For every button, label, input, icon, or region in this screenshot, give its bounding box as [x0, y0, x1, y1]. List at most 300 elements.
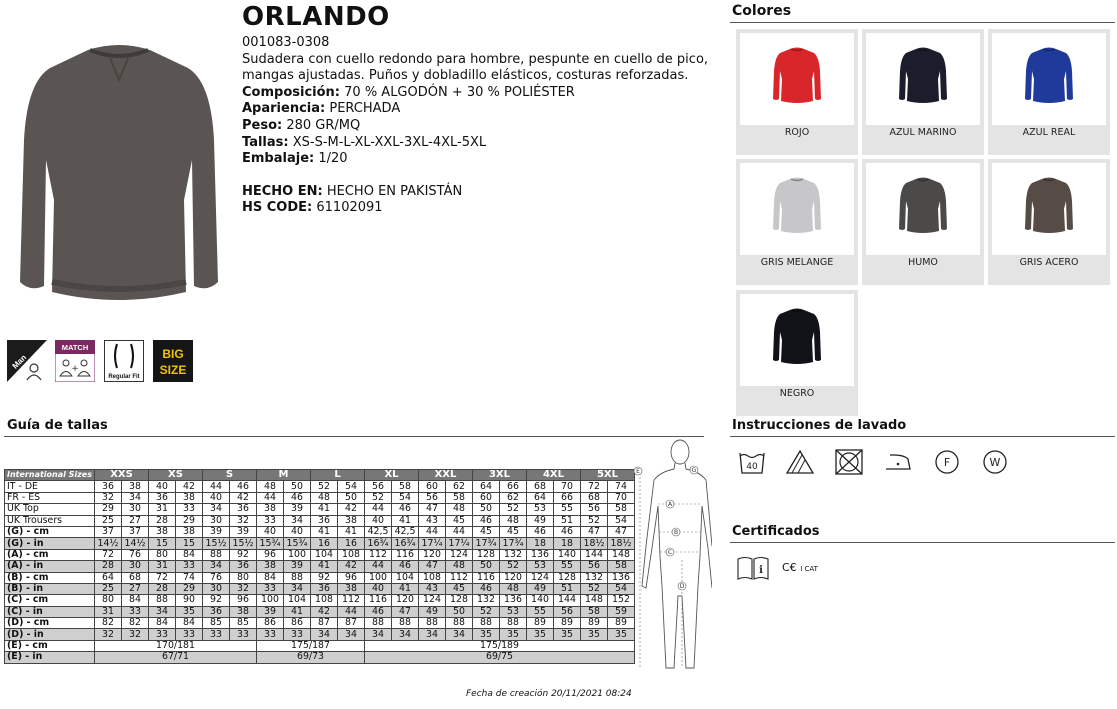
- size-cell: 32: [122, 629, 149, 640]
- size-cell: 100: [365, 572, 392, 583]
- size-cell: 44: [338, 606, 365, 617]
- size-cell: 36: [203, 606, 230, 617]
- row-label: (D) - in: [5, 629, 95, 640]
- size-cell: 56: [365, 481, 392, 492]
- size-cell: 66: [500, 481, 527, 492]
- size-cell: 92: [230, 549, 257, 560]
- size-row: [5, 549, 635, 560]
- size-cell: 33: [149, 629, 176, 640]
- size-cell: 124: [419, 595, 446, 606]
- size-cell: 48: [446, 504, 473, 515]
- size-cell: 42: [311, 606, 338, 617]
- size-cell: 30: [203, 583, 230, 594]
- size-cell: 72: [95, 549, 122, 560]
- svg-text:40: 40: [746, 462, 758, 472]
- size-cell: 38: [122, 481, 149, 492]
- size-cell: 16¾: [365, 538, 392, 549]
- size-cell: 88: [365, 618, 392, 629]
- row-label: UK Trousers: [5, 515, 95, 526]
- size-cell: 45: [446, 583, 473, 594]
- size-cell: 38: [257, 561, 284, 572]
- size-cell: 80: [95, 595, 122, 606]
- size-cell: 17¼: [446, 538, 473, 549]
- swatch-image: [866, 33, 980, 125]
- size-cell: 88: [149, 595, 176, 606]
- size-cell: 16¾: [392, 538, 419, 549]
- color-swatch[interactable]: [736, 159, 858, 285]
- size-cell: 70: [554, 481, 581, 492]
- size-cell: 52: [581, 583, 608, 594]
- certificados-title: Certificados: [732, 524, 820, 539]
- hecho-row: HECHO EN: HECHO EN PAKISTÁN: [242, 183, 463, 199]
- size-cell: 96: [230, 595, 257, 606]
- size-cell: 38: [149, 526, 176, 537]
- size-cell: 14½: [95, 538, 122, 549]
- size-header-cell: L: [311, 470, 365, 481]
- color-swatch[interactable]: [988, 29, 1110, 155]
- size-cell: 33: [284, 629, 311, 640]
- size-cell: 88: [500, 618, 527, 629]
- size-cell: 124: [527, 572, 554, 583]
- color-swatch[interactable]: [988, 159, 1110, 285]
- size-cell: 47: [581, 526, 608, 537]
- size-cell: 140: [554, 549, 581, 560]
- size-cell: 132: [473, 595, 500, 606]
- size-cell: 35: [473, 629, 500, 640]
- size-cell: 34: [284, 515, 311, 526]
- size-cell: 62: [446, 481, 473, 492]
- svg-text:Man: Man: [10, 352, 29, 371]
- regular-fit-badge: [104, 340, 144, 382]
- size-cell: 52: [473, 606, 500, 617]
- swatch-label: ROJO: [784, 127, 810, 138]
- svg-text:MATCH: MATCH: [61, 343, 89, 352]
- size-row: [5, 515, 635, 526]
- no-tumble-dry-icon: [835, 449, 863, 475]
- size-cell: 44: [203, 481, 230, 492]
- size-cell: 41: [338, 526, 365, 537]
- size-cell: 120: [392, 595, 419, 606]
- size-cell: 39: [284, 504, 311, 515]
- size-cell: 34: [446, 629, 473, 640]
- size-cell: 29: [176, 515, 203, 526]
- size-cell: 38: [257, 504, 284, 515]
- size-cell: 37: [122, 526, 149, 537]
- size-cell: 17¼: [419, 538, 446, 549]
- size-cell: 41: [392, 515, 419, 526]
- size-cell: 64: [527, 492, 554, 503]
- size-cell: 34: [392, 629, 419, 640]
- size-cell: 84: [176, 549, 203, 560]
- size-header-cell: XS: [149, 470, 203, 481]
- size-cell: 80: [230, 572, 257, 583]
- size-cell: 46: [230, 481, 257, 492]
- svg-text:F: F: [943, 456, 951, 469]
- size-cell: 40: [203, 492, 230, 503]
- size-cell: 40: [365, 583, 392, 594]
- color-swatch[interactable]: [862, 29, 984, 155]
- size-cell: 32: [230, 583, 257, 594]
- svg-text:D: D: [679, 583, 685, 590]
- size-cell: 42: [176, 481, 203, 492]
- size-cell: 15: [176, 538, 203, 549]
- size-cell: 72: [149, 572, 176, 583]
- size-cell: 18½: [608, 538, 635, 549]
- size-cell: 50: [338, 492, 365, 503]
- size-cell: 30: [122, 561, 149, 572]
- size-cell: 42: [338, 561, 365, 572]
- size-cell: 88: [284, 572, 311, 583]
- size-row: [5, 606, 635, 617]
- size-cell: 76: [122, 549, 149, 560]
- size-cell: 144: [554, 595, 581, 606]
- size-cell: 82: [95, 618, 122, 629]
- size-cell: 17¾: [473, 538, 500, 549]
- size-cell: 104: [311, 549, 338, 560]
- size-cell: 34: [338, 629, 365, 640]
- size-cell: 15: [149, 538, 176, 549]
- size-header-cell: XXL: [419, 470, 473, 481]
- sweatshirt-icon: [1024, 173, 1074, 235]
- size-cell: 29: [176, 583, 203, 594]
- size-cell: 120: [500, 572, 527, 583]
- size-cell: 68: [527, 481, 554, 492]
- wash-40-icon: [738, 449, 766, 475]
- size-cell-merged: 67/71: [95, 652, 257, 663]
- row-label: (E) - in: [5, 652, 95, 663]
- size-cell: 89: [527, 618, 554, 629]
- row-label: (G) - in: [5, 538, 95, 549]
- size-cell: 34: [122, 492, 149, 503]
- creation-date: Fecha de creación 20/11/2021 08:24: [466, 689, 632, 699]
- size-cell: 87: [338, 618, 365, 629]
- size-cell: 15½: [230, 538, 257, 549]
- swatch-label: GRIS MELANGE: [760, 257, 834, 268]
- size-cell: 53: [527, 561, 554, 572]
- size-cell: 15½: [203, 538, 230, 549]
- size-cell: 41: [284, 606, 311, 617]
- size-row-e: [5, 640, 635, 651]
- size-cell: 144: [581, 549, 608, 560]
- size-cell: 84: [149, 618, 176, 629]
- sweatshirt-icon: [772, 173, 822, 235]
- size-cell: 70: [608, 492, 635, 503]
- size-cell: 31: [149, 504, 176, 515]
- row-label: UK Top: [5, 504, 95, 515]
- size-cell: 14½: [122, 538, 149, 549]
- embalaje-row: Embalaje: 1/20: [242, 151, 348, 167]
- svg-text:Regular Fit: Regular Fit: [108, 374, 140, 380]
- size-cell: 120: [419, 549, 446, 560]
- size-cell: 38: [176, 526, 203, 537]
- peso-row: Peso: 280 GR/MQ: [242, 117, 361, 133]
- size-cell: 39: [257, 606, 284, 617]
- size-row: [5, 526, 635, 537]
- size-cell: 44: [419, 526, 446, 537]
- size-cell: 54: [392, 492, 419, 503]
- svg-text:BIG: BIG: [162, 347, 184, 361]
- size-cell: 33: [257, 515, 284, 526]
- size-cell: 34: [203, 561, 230, 572]
- size-row-e: [5, 652, 635, 663]
- size-cell: 50: [446, 606, 473, 617]
- size-cell: 46: [392, 561, 419, 572]
- size-cell: 33: [122, 606, 149, 617]
- header-label: International Sizes: [5, 470, 95, 481]
- ce-mark: [782, 561, 818, 574]
- row-label: (E) - cm: [5, 640, 95, 651]
- size-cell: 28: [95, 561, 122, 572]
- size-cell: 88: [203, 549, 230, 560]
- size-cell: 36: [95, 481, 122, 492]
- size-cell: 48: [500, 583, 527, 594]
- product-description: Sudadera con cuello redondo para hombre, pespunte en cuello de pico, mangas ajustadas. Puños y dobladillo elásticos, costuras reforzadas.: [242, 51, 709, 84]
- size-cell: 56: [581, 561, 608, 572]
- size-cell: 36: [230, 504, 257, 515]
- man-badge: [7, 340, 47, 382]
- size-cell: 60: [419, 481, 446, 492]
- size-cell: 45: [500, 526, 527, 537]
- size-cell: 33: [176, 629, 203, 640]
- size-cell: 128: [554, 572, 581, 583]
- color-swatch[interactable]: [862, 159, 984, 285]
- size-cell: 108: [419, 572, 446, 583]
- size-cell: 45: [446, 515, 473, 526]
- size-cell: 38: [338, 515, 365, 526]
- size-cell: 35: [176, 606, 203, 617]
- size-cell: 54: [608, 515, 635, 526]
- size-cell: 50: [473, 504, 500, 515]
- size-cell: 47: [419, 561, 446, 572]
- size-cell: 34: [419, 629, 446, 640]
- size-cell: 30: [203, 515, 230, 526]
- size-cell: 86: [257, 618, 284, 629]
- size-cell: 132: [581, 572, 608, 583]
- size-cell: 32: [95, 492, 122, 503]
- size-cell: 44: [365, 504, 392, 515]
- sweatshirt-icon: [1024, 43, 1074, 105]
- size-cell: 72: [581, 481, 608, 492]
- size-cell: 87: [311, 618, 338, 629]
- size-header-cell: XXS: [95, 470, 149, 481]
- size-cell: 54: [338, 481, 365, 492]
- size-cell: 74: [176, 572, 203, 583]
- size-cell: 53: [500, 606, 527, 617]
- size-cell: 46: [473, 515, 500, 526]
- row-label: (B) - in: [5, 583, 95, 594]
- size-row: [5, 504, 635, 515]
- size-header-row: [5, 470, 635, 481]
- size-row: [5, 561, 635, 572]
- size-cell: 55: [527, 606, 554, 617]
- size-cell: 18½: [581, 538, 608, 549]
- size-cell: 32: [95, 629, 122, 640]
- size-cell: 27: [122, 583, 149, 594]
- row-label: (C) - cm: [5, 595, 95, 606]
- svg-text:+: +: [71, 364, 79, 374]
- size-cell: 58: [581, 606, 608, 617]
- size-header-cell: S: [203, 470, 257, 481]
- wet-clean-w-icon: [981, 449, 1009, 475]
- size-cell: 34: [149, 606, 176, 617]
- cat-label: I CAT: [800, 565, 818, 573]
- no-bleach-icon: [786, 449, 814, 475]
- size-cell: 76: [203, 572, 230, 583]
- row-label: FR - ES: [5, 492, 95, 503]
- size-cell: 52: [365, 492, 392, 503]
- hs-row: HS CODE: 61102091: [242, 200, 383, 216]
- size-row: [5, 481, 635, 492]
- size-cell: 31: [149, 561, 176, 572]
- size-cell: 15¾: [284, 538, 311, 549]
- size-cell: 40: [257, 526, 284, 537]
- size-cell: 33: [203, 629, 230, 640]
- size-cell: 34: [203, 504, 230, 515]
- size-cell: 44: [446, 526, 473, 537]
- size-cell: 89: [581, 618, 608, 629]
- size-cell: 136: [608, 572, 635, 583]
- size-cell: 37: [95, 526, 122, 537]
- size-cell: 32: [230, 515, 257, 526]
- size-cell: 56: [419, 492, 446, 503]
- color-swatch[interactable]: [736, 29, 858, 155]
- size-cell: 25: [95, 515, 122, 526]
- size-cell: 66: [554, 492, 581, 503]
- size-cell: 64: [473, 481, 500, 492]
- size-cell: 34: [284, 583, 311, 594]
- size-cell: 47: [608, 526, 635, 537]
- size-cell: 41: [392, 583, 419, 594]
- sweatshirt-icon: [772, 304, 822, 366]
- size-cell: 86: [284, 618, 311, 629]
- size-cell: 42: [230, 492, 257, 503]
- size-cell: 44: [257, 492, 284, 503]
- row-label: (D) - cm: [5, 618, 95, 629]
- size-cell: 54: [608, 583, 635, 594]
- svg-text:E: E: [636, 468, 640, 475]
- apariencia-row: Apariencia: PERCHADA: [242, 101, 401, 117]
- size-cell: 108: [338, 549, 365, 560]
- lavado-divider: [730, 436, 1115, 437]
- swatch-image: [740, 294, 854, 386]
- svg-text:A: A: [667, 501, 673, 508]
- size-cell: 88: [392, 618, 419, 629]
- size-cell: 33: [257, 583, 284, 594]
- size-row: [5, 583, 635, 594]
- size-cell: 116: [473, 572, 500, 583]
- size-cell: 41: [311, 561, 338, 572]
- size-cell: 132: [500, 549, 527, 560]
- size-cell-merged: 175/187: [257, 640, 365, 651]
- svg-text:B: B: [673, 529, 679, 536]
- guia-divider: [4, 436, 704, 437]
- swatch-label: AZUL MARINO: [889, 127, 957, 138]
- size-cell: 52: [500, 561, 527, 572]
- size-row: [5, 492, 635, 503]
- size-cell: 108: [311, 595, 338, 606]
- color-swatch[interactable]: [736, 290, 858, 416]
- size-cell: 136: [500, 595, 527, 606]
- size-cell: 25: [95, 583, 122, 594]
- size-cell: 18: [527, 538, 554, 549]
- size-cell: 43: [419, 583, 446, 594]
- sweatshirt-icon: [772, 43, 822, 105]
- size-cell: 29: [95, 504, 122, 515]
- size-cell: 34: [311, 629, 338, 640]
- size-cell: 50: [284, 481, 311, 492]
- size-cell: 128: [473, 549, 500, 560]
- size-cell: 43: [419, 515, 446, 526]
- size-cell: 39: [203, 526, 230, 537]
- size-cell: 51: [554, 515, 581, 526]
- size-header-cell: XL: [365, 470, 419, 481]
- size-cell: 38: [338, 583, 365, 594]
- size-cell: 104: [284, 595, 311, 606]
- size-header-cell: M: [257, 470, 311, 481]
- size-cell: 36: [149, 492, 176, 503]
- size-cell: 148: [608, 549, 635, 560]
- size-cell: 48: [257, 481, 284, 492]
- size-cell: 136: [527, 549, 554, 560]
- size-cell: 36: [230, 561, 257, 572]
- size-cell: 89: [608, 618, 635, 629]
- size-cell: 56: [581, 504, 608, 515]
- size-cell: 48: [500, 515, 527, 526]
- size-cell: 100: [257, 595, 284, 606]
- size-cell: 15¾: [257, 538, 284, 549]
- swatch-image: [740, 33, 854, 125]
- composicion-row: Composición: 70 % ALGODÓN + 30 % POLIÉSTER: [242, 84, 575, 100]
- size-cell: 51: [554, 583, 581, 594]
- size-cell: 18: [554, 538, 581, 549]
- size-cell: 85: [230, 618, 257, 629]
- size-cell: 88: [419, 618, 446, 629]
- size-cell-merged: 69/73: [257, 652, 365, 663]
- size-cell: 112: [365, 549, 392, 560]
- swatch-image: [740, 163, 854, 255]
- size-cell: 40: [365, 515, 392, 526]
- size-cell: 35: [608, 629, 635, 640]
- size-header-cell: 4XL: [527, 470, 581, 481]
- size-cell: 112: [446, 572, 473, 583]
- iron-low-icon: [884, 449, 912, 475]
- size-cell: 34: [365, 629, 392, 640]
- size-cell-merged: 175/189: [365, 640, 635, 651]
- size-cell: 49: [527, 515, 554, 526]
- row-label: (A) - in: [5, 561, 95, 572]
- size-cell: 148: [581, 595, 608, 606]
- size-cell: 48: [311, 492, 338, 503]
- size-cell: 27: [122, 515, 149, 526]
- size-cell: 35: [527, 629, 554, 640]
- colores-title: Colores: [732, 3, 792, 19]
- size-row: [5, 618, 635, 629]
- size-cell: 80: [149, 549, 176, 560]
- size-table: [4, 469, 635, 664]
- size-cell: 68: [122, 572, 149, 583]
- size-cell: 152: [608, 595, 635, 606]
- size-cell: 50: [473, 561, 500, 572]
- swatch-label: NEGRO: [779, 388, 815, 399]
- size-cell: 47: [419, 504, 446, 515]
- size-cell: 40: [149, 481, 176, 492]
- size-cell: 90: [176, 595, 203, 606]
- size-cell: 59: [608, 606, 635, 617]
- size-cell: 84: [122, 595, 149, 606]
- size-cell: 40: [284, 526, 311, 537]
- size-header-cell: 5XL: [581, 470, 635, 481]
- size-cell: 64: [95, 572, 122, 583]
